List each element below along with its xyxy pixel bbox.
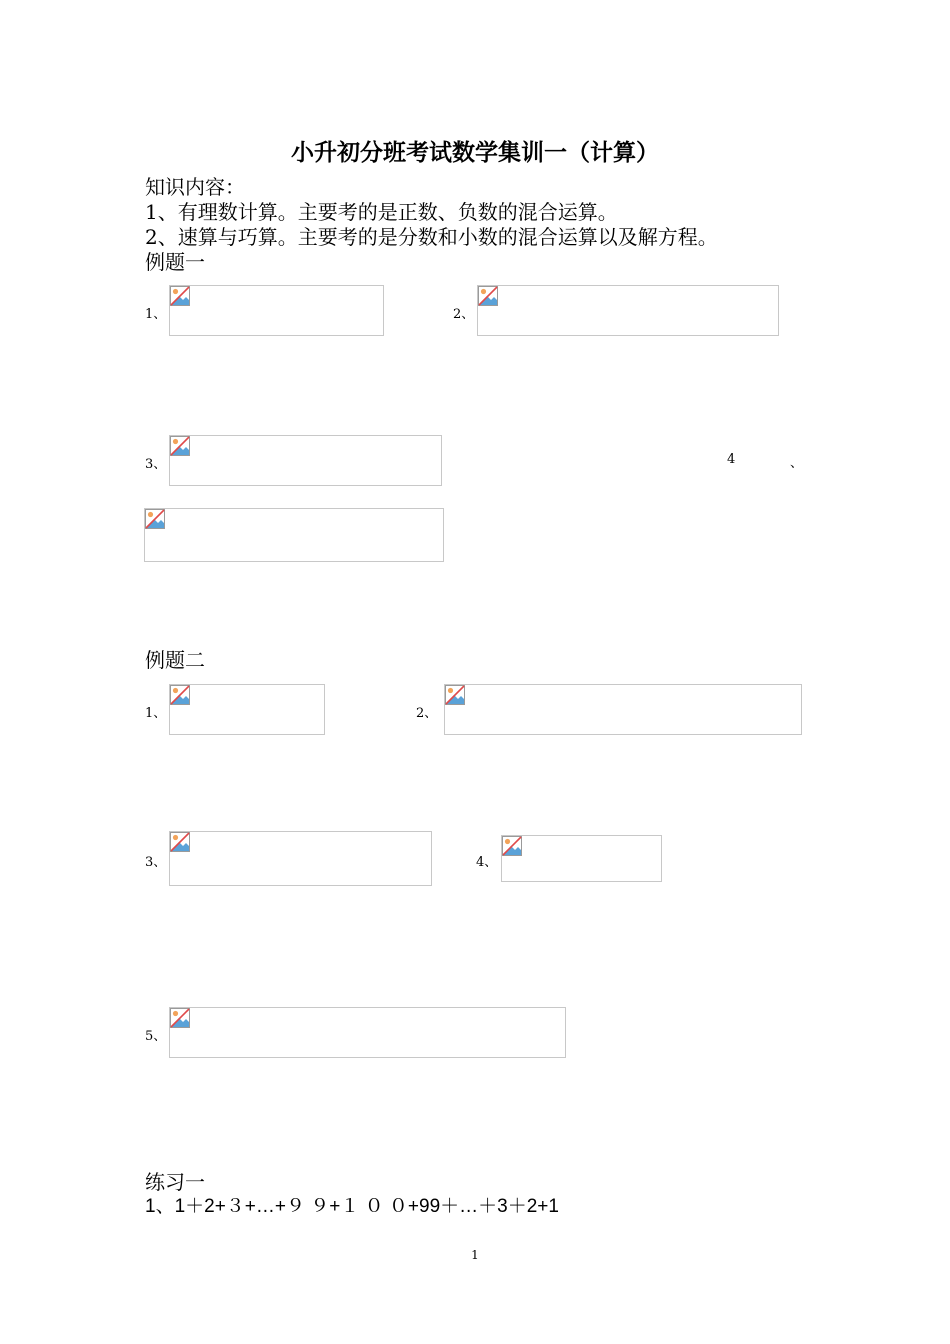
page-title: 小升初分班考试数学集训一（计算） xyxy=(291,140,659,166)
practice1-heading: 练习一 xyxy=(145,1170,205,1194)
example1-heading: 例题一 xyxy=(145,250,205,274)
example1-item-2-label: 2、 xyxy=(453,307,475,322)
example2-item-2-label: 2、 xyxy=(416,706,438,721)
example1-item-1-image xyxy=(169,285,384,336)
broken-image-icon xyxy=(170,685,190,705)
example2-item-1-label: 1、 xyxy=(145,706,167,721)
example2-item-3-image xyxy=(169,831,432,886)
intro-point-1: 1、有理数计算。主要考的是正数、负数的混合运算。 xyxy=(145,200,618,224)
example2-item-3-label: 3、 xyxy=(145,855,167,870)
example1-item-4-image xyxy=(144,508,444,562)
example1-item-3-label: 3、 xyxy=(145,457,167,472)
page-number: 1 xyxy=(471,1248,479,1262)
broken-image-icon xyxy=(170,1008,190,1028)
example2-heading: 例题二 xyxy=(145,648,205,672)
broken-image-icon xyxy=(170,832,190,852)
broken-image-icon xyxy=(170,286,190,306)
intro-point-2: 2、速算与巧算。主要考的是分数和小数的混合运算以及解方程。 xyxy=(145,225,718,249)
example1-item-4-number: 4 xyxy=(727,452,736,467)
example1-item-1-label: 1、 xyxy=(145,307,167,322)
broken-image-icon xyxy=(145,509,165,529)
broken-image-icon xyxy=(445,685,465,705)
example2-item-5-label: 5、 xyxy=(145,1029,167,1044)
intro-heading: 知识内容： xyxy=(145,175,245,199)
example2-item-4-label: 4、 xyxy=(476,855,498,870)
example2-item-2-image xyxy=(444,684,802,735)
broken-image-icon xyxy=(170,436,190,456)
example2-item-5-image xyxy=(169,1007,566,1058)
example2-item-4-image xyxy=(501,835,662,882)
broken-image-icon xyxy=(502,836,522,856)
example2-item-1-image xyxy=(169,684,325,735)
example1-item-4-mark: 、 xyxy=(790,456,804,471)
example1-item-2-image xyxy=(477,285,779,336)
example1-item-3-image xyxy=(169,435,442,486)
broken-image-icon xyxy=(478,286,498,306)
practice1-question-1: 1、1＋2+３+…+９ ９+１ ０ ０+99＋…＋3＋2+1 xyxy=(145,1196,559,1217)
